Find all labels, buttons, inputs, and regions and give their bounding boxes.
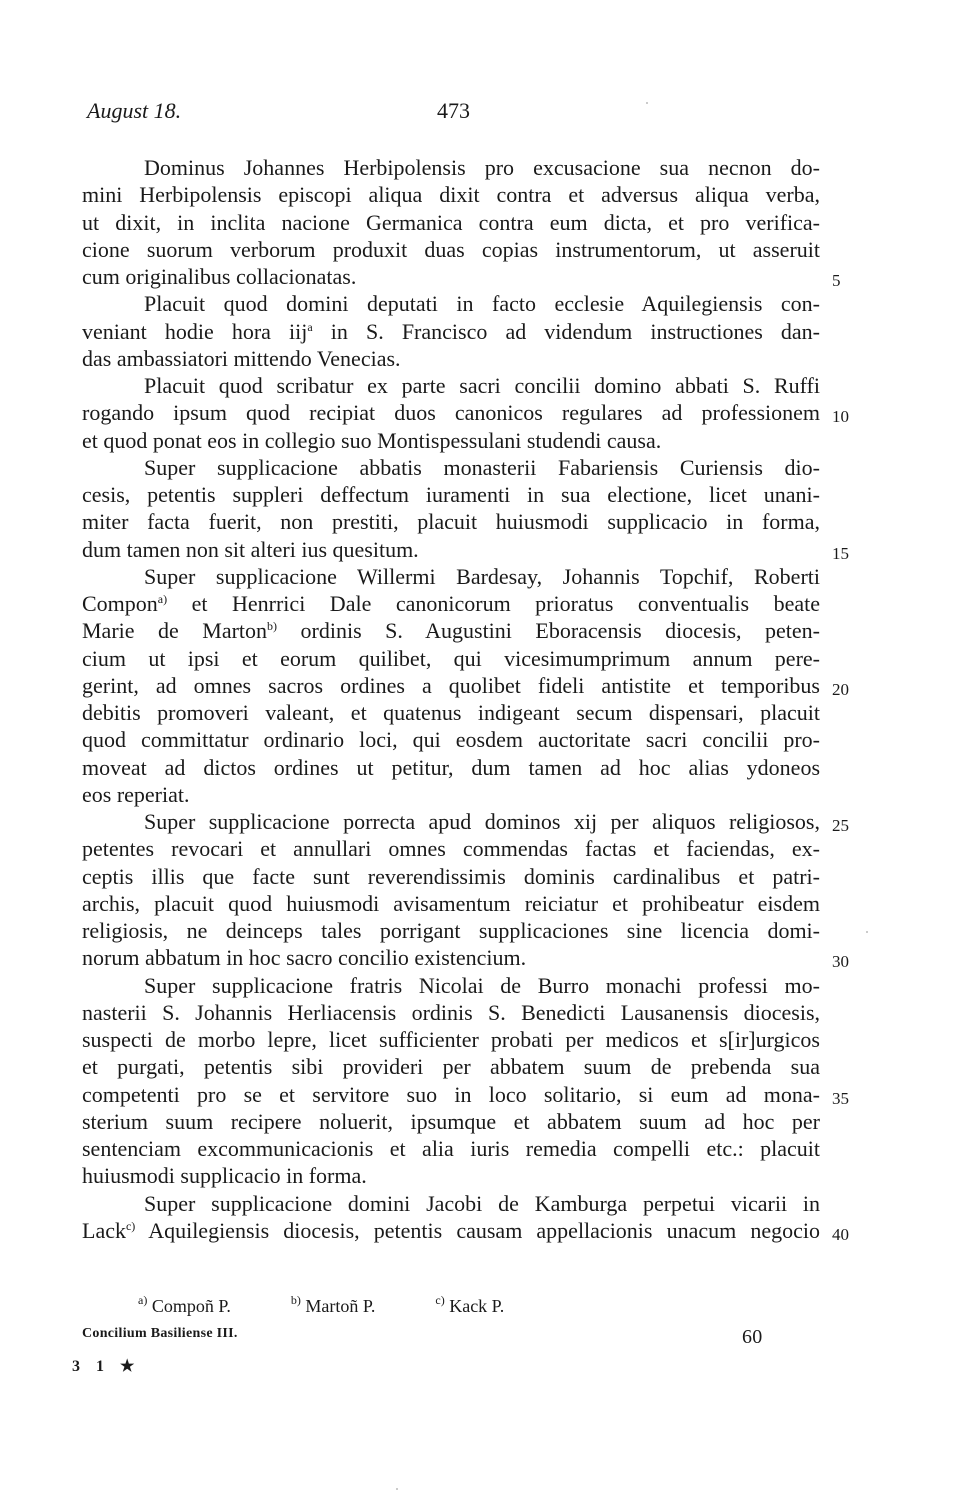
line-text: ut dixit, in inclita nacione Germanica contra eum dicta, et pro verifica- [82, 209, 820, 235]
line-number: 40 [832, 1224, 849, 1244]
line-text-continued: et Henrrici Dale canonicorum prioratus conventualis beate [167, 591, 820, 616]
line-text: debitis promoveri valeant, et quatenus indigeant secum dispensari, placuit [82, 700, 820, 725]
line-text: petentes revocari et annullari omnes commendas factas et faciendas, ex- [82, 836, 820, 862]
text-line [82, 1053, 820, 1080]
text-line [82, 318, 820, 345]
footnote-mark: a) [138, 1293, 148, 1307]
line-text-continued: Aquilegiensis diocesis, petentis causam appellacionis unacum negocio [135, 1217, 820, 1243]
text-line [82, 236, 820, 263]
footnote-text: Kack P. [449, 1296, 505, 1316]
line-number: 15 [832, 543, 849, 563]
line-text: Placuit quod scribatur ex parte sacri concilii domino abbati S. Ruffi [144, 373, 820, 398]
line-number: 10 [832, 407, 849, 427]
line-text: Super supplicacione domini Jacobi de Kamburga perpetui vicarii in [144, 1190, 820, 1216]
footnote [138, 1293, 231, 1317]
line-text-continued: ordinis S. Augustini Eboracensis diocesis, peten- [277, 618, 820, 644]
text-line [82, 563, 820, 590]
text-line [82, 209, 820, 236]
text-line [82, 181, 820, 208]
text-line [82, 917, 820, 944]
line-number: 30 [832, 952, 849, 972]
line-text: competenti pro se et servitore suo in loco solitario, si eum ad mona- [82, 1081, 820, 1107]
text-line [82, 1135, 820, 1162]
line-text: Super supplicacione fratris Nicolai de Burro monachi professi mo- [144, 972, 820, 998]
line-number: 35 [832, 1088, 849, 1108]
text-line [82, 617, 820, 644]
text-line [82, 372, 820, 399]
text-line [82, 1081, 820, 1108]
line-text: gerint, ad omnes sacros ordines a quolibet fideli antistite et temporibus [82, 672, 820, 698]
text-line [82, 481, 820, 508]
signature-title: Concilium Basiliense III. [82, 1326, 238, 1341]
printer-mark: 3 1 ★ [72, 1358, 141, 1375]
line-text: mini Herbipolensis episcopi aliqua dixit contra et adversus aliqua verba, [82, 182, 820, 208]
footnote-ref: c) [125, 1218, 136, 1233]
text-line [82, 508, 820, 535]
text-line [82, 290, 820, 317]
line-text: veniant hodie hora iij [82, 318, 308, 344]
text-line [82, 1190, 820, 1217]
line-text: religiosis, ne deinceps tales porrigant supplicaciones sine licencia domi- [82, 918, 820, 943]
text-line [82, 454, 820, 481]
running-head-title: August 18. [87, 98, 182, 123]
text-line [82, 590, 820, 617]
line-text: sterium suum recipere noluerit, ipsumque et abbatem suum ad hoc per [82, 1108, 820, 1134]
line-text: cesis, petentis suppleri deffectum iuramenti in sua electione, licet unani- [82, 482, 820, 507]
line-text: quod committatur ordinario loci, qui eosdem auctoritate sacri concilii pro- [82, 727, 820, 753]
line-text: Placuit quod domini deputati in facto ecclesie Aquilegiensis con- [144, 291, 820, 317]
main-text [82, 154, 820, 1244]
text-line [82, 672, 820, 699]
line-text: Marie de Marton [82, 618, 268, 644]
text-line [82, 399, 820, 426]
text-line [82, 999, 820, 1026]
line-text: nasterii S. Johannis Herliacensis ordinis S. Benedicti Lausanensis diocesis, [82, 999, 820, 1025]
text-line [82, 1026, 820, 1053]
line-number: 5 [832, 271, 841, 290]
line-text: dum tamen non sit alteri ius quesitum. [82, 536, 419, 562]
specks [866, 931, 868, 933]
footnote-ref: a [307, 319, 313, 334]
line-text: Super supplicacione porrecta apud dominos xij per aliquos religiosos, [144, 809, 820, 834]
text-line [82, 536, 820, 563]
text-line [82, 427, 820, 454]
footnote-ref: b) [267, 619, 278, 634]
line-text: Dominus Johannes Herbipolensis pro excusacione sua necnon do- [144, 155, 820, 180]
line-text: et quod ponat eos in collegio suo Montispessulani studendi causa. [82, 427, 662, 453]
text-line [82, 835, 820, 862]
text-line [82, 944, 820, 971]
text-line [82, 345, 820, 372]
text-line [82, 263, 820, 290]
footnote-ref: a) [157, 592, 168, 606]
text-line [82, 808, 820, 835]
line-text: huiusmodi supplicacio in forma. [82, 1163, 367, 1189]
text-line [82, 645, 820, 672]
footnote [435, 1293, 505, 1317]
footnote [290, 1293, 376, 1317]
text-line [82, 726, 820, 753]
line-text: rogando ipsum quod recipiat duos canonicos regulares ad professionem [82, 400, 820, 426]
line-number: 25 [832, 816, 849, 835]
signature-line [82, 1326, 820, 1350]
footnote-mark: c) [435, 1293, 445, 1307]
text-line [82, 154, 820, 181]
line-text: Lack [82, 1217, 126, 1243]
line-text: cione suorum verborum produxit duas copias instrumentorum, ut asseruit [82, 236, 820, 262]
text-line [82, 1108, 820, 1135]
line-text: ceptis illis que facte sunt reverendissimis dominis cardinalibus et patri- [82, 863, 820, 889]
signature-number: 60 [742, 1326, 763, 1348]
text-line [82, 890, 820, 917]
line-text: miter facta fuerit, non prestiti, placuit huiusmodi supplicacio in forma, [82, 509, 820, 535]
running-header [87, 98, 820, 132]
footnote-text: Compoñ P. [151, 1296, 231, 1316]
line-text: archis, placuit quod huiusmodi avisamentum reiciatur et prohibeatur eisdem [82, 890, 820, 916]
line-text: et purgati, petentis sibi provideri per abbatem suum de prebenda sua [82, 1054, 820, 1080]
line-text-continued: in S. Francisco ad videndum instructiones dan- [312, 318, 821, 344]
line-text: cum originalibus collacionatas. [82, 264, 357, 289]
specks [646, 102, 648, 104]
text-line [82, 754, 820, 781]
footnotes [82, 1293, 820, 1317]
line-text: moveat ad dictos ordines ut petitur, dum tamen ad hoc alias ydoneos [82, 754, 820, 780]
line-text: sentenciam excommunicacionis et alia iuris remedia compelli etc.: placuit [82, 1136, 820, 1161]
line-text: das ambassiatori mittendo Venecias. [82, 345, 401, 371]
page-number: 473 [437, 98, 470, 123]
text-line [82, 1162, 820, 1189]
footnote-text: Martoñ P. [305, 1296, 376, 1316]
text-line [82, 972, 820, 999]
line-text: Super supplicacione Willermi Bardesay, Johannis Topchif, Roberti [144, 563, 820, 589]
text-line [82, 699, 820, 726]
line-text: cium ut ipsi et eorum quilibet, qui vicesimumprimum annum pere- [82, 645, 820, 671]
line-text: norum abbatum in hoc sacro concilio existencium. [82, 945, 527, 971]
line-number: 20 [832, 679, 849, 699]
text-line [82, 1217, 820, 1244]
specks [396, 1488, 398, 1490]
line-text: Super supplicacione abbatis monasterii Fabariensis Curiensis dio- [144, 454, 820, 480]
footnote-mark: b) [290, 1293, 301, 1307]
line-text: Compon [82, 591, 158, 616]
line-text: eos reperiat. [82, 781, 190, 807]
text-line [82, 781, 820, 808]
line-text: suspecti de morbo lepre, licet sufficienter probati per medicos et s[ir]urgicos [82, 1027, 820, 1052]
text-line [82, 863, 820, 890]
